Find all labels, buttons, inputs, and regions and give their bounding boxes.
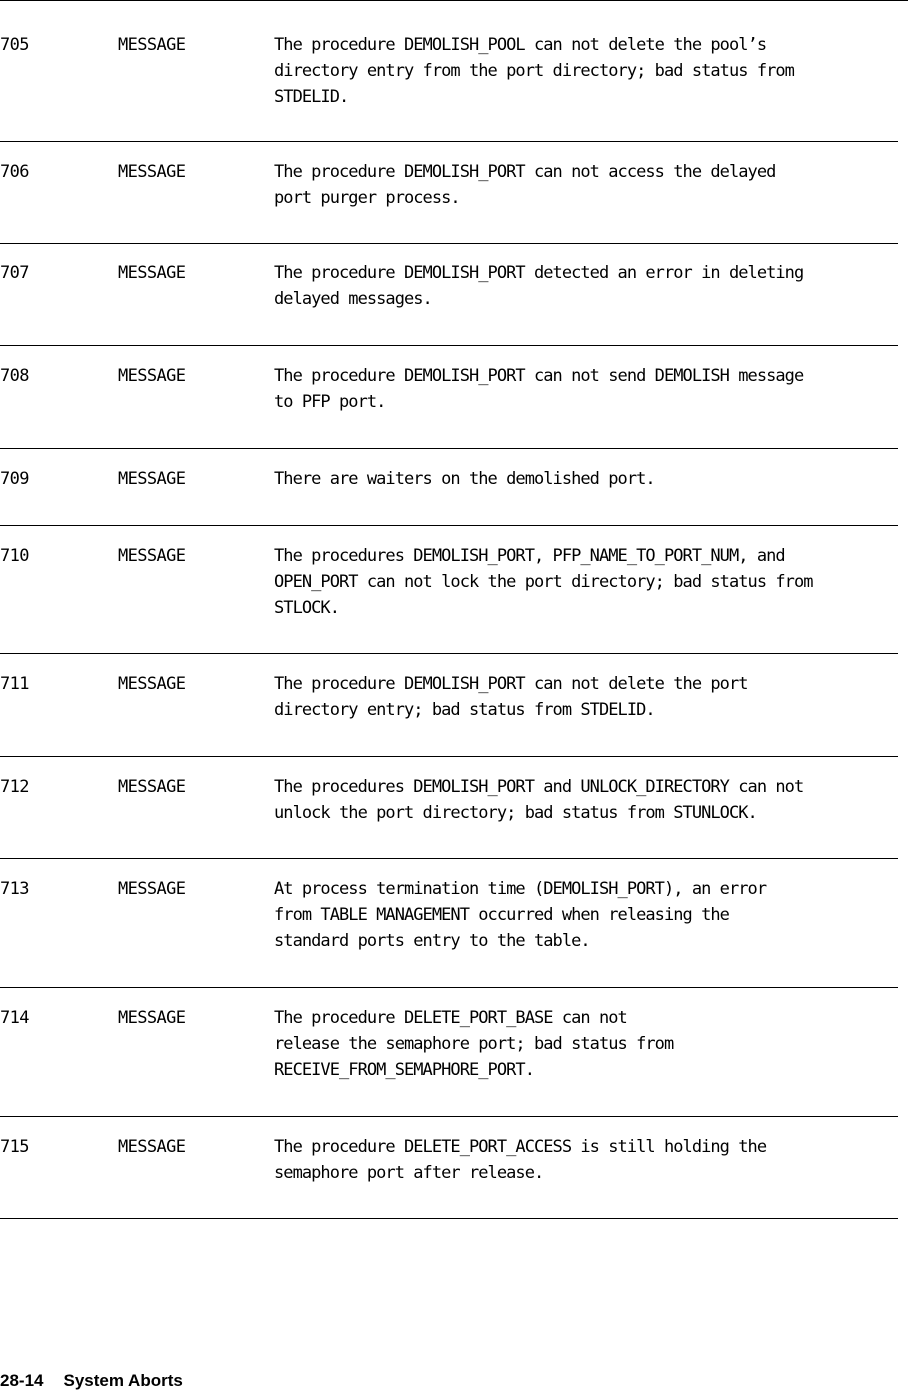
description-line: The procedure DEMOLISH_PORT can not delete the port: [274, 674, 748, 694]
abort-code: 710: [0, 546, 29, 566]
abort-description: [274, 1005, 908, 1083]
abort-code: 712: [0, 777, 29, 797]
abort-description: [274, 543, 908, 621]
description-line: STLOCK.: [274, 598, 339, 618]
description-line: The procedure DEMOLISH_PORT can not access the delayed: [274, 162, 776, 182]
abort-entry: [0, 244, 898, 346]
abort-description: [274, 466, 908, 492]
description-line: There are waiters on the demolished port.: [274, 469, 655, 489]
abort-description: [274, 774, 908, 826]
abort-entry: [0, 654, 898, 757]
abort-code: 713: [0, 879, 29, 899]
abort-description: [274, 1134, 908, 1186]
description-line: RECEIVE_FROM_SEMAPHORE_PORT.: [274, 1060, 534, 1080]
abort-type: MESSAGE: [118, 469, 186, 489]
page-number: 28-14: [0, 1371, 44, 1390]
abort-entry: [0, 988, 898, 1117]
abort-code: 709: [0, 469, 29, 489]
description-line: to PFP port.: [274, 392, 386, 412]
abort-type: MESSAGE: [118, 162, 186, 182]
description-line: release the semaphore port; bad status from: [274, 1034, 674, 1054]
abort-entry: [0, 1117, 898, 1219]
description-line: The procedure DEMOLISH_PORT can not send DEMOLISH message: [274, 366, 804, 386]
description-line: OPEN_PORT can not lock the port directory; bad status from: [274, 572, 813, 592]
abort-description: [274, 671, 908, 723]
description-line: The procedure DEMOLISH_POOL can not delete the pool’s: [274, 35, 767, 55]
section-title: System Aborts: [63, 1371, 183, 1390]
description-line: delayed messages.: [274, 289, 432, 309]
description-line: The procedures DEMOLISH_PORT and UNLOCK_DIRECTORY can not: [274, 777, 804, 797]
description-line: standard ports entry to the table.: [274, 931, 590, 951]
abort-entry: [0, 449, 898, 526]
description-line: port purger process.: [274, 188, 460, 208]
abort-description: [274, 32, 908, 110]
description-line: The procedures DEMOLISH_PORT, PFP_NAME_TO_PORT_NUM, and: [274, 546, 785, 566]
description-line: from TABLE MANAGEMENT occurred when releasing the: [274, 905, 729, 925]
abort-type: MESSAGE: [118, 546, 186, 566]
abort-entry: [0, 859, 898, 988]
abort-code: 714: [0, 1008, 29, 1028]
abort-description: [274, 876, 908, 954]
abort-type: MESSAGE: [118, 35, 186, 55]
abort-type: MESSAGE: [118, 263, 186, 283]
description-line: unlock the port directory; bad status from STUNLOCK.: [274, 803, 757, 823]
description-line: directory entry from the port directory; bad status from: [274, 61, 794, 81]
abort-type: MESSAGE: [118, 777, 186, 797]
abort-code: 707: [0, 263, 29, 283]
description-line: At process termination time (DEMOLISH_PORT), an error: [274, 879, 767, 899]
description-line: The procedure DELETE_PORT_ACCESS is still holding the: [274, 1137, 767, 1157]
abort-description: [274, 363, 908, 415]
abort-code: 706: [0, 162, 29, 182]
abort-code: 711: [0, 674, 29, 694]
abort-entry: [0, 526, 898, 654]
description-line: The procedure DEMOLISH_PORT detected an error in deleting: [274, 263, 804, 283]
abort-code: 708: [0, 366, 29, 386]
abort-description: [274, 159, 908, 211]
abort-message-list: [0, 1, 898, 1219]
abort-entry: [0, 346, 898, 449]
description-line: directory entry; bad status from STDELID.: [274, 700, 655, 720]
abort-code: 705: [0, 35, 29, 55]
abort-type: MESSAGE: [118, 1008, 186, 1028]
abort-type: MESSAGE: [118, 366, 186, 386]
abort-type: MESSAGE: [118, 1137, 186, 1157]
page-footer: [0, 1370, 183, 1392]
description-line: The procedure DELETE_PORT_BASE can not: [274, 1008, 627, 1028]
abort-description: [274, 260, 908, 312]
abort-entry: [0, 1, 898, 142]
description-line: STDELID.: [274, 87, 349, 107]
abort-type: MESSAGE: [118, 674, 186, 694]
abort-entry: [0, 142, 898, 244]
description-line: semaphore port after release.: [274, 1163, 544, 1183]
abort-type: MESSAGE: [118, 879, 186, 899]
abort-code: 715: [0, 1137, 29, 1157]
abort-entry: [0, 757, 898, 859]
